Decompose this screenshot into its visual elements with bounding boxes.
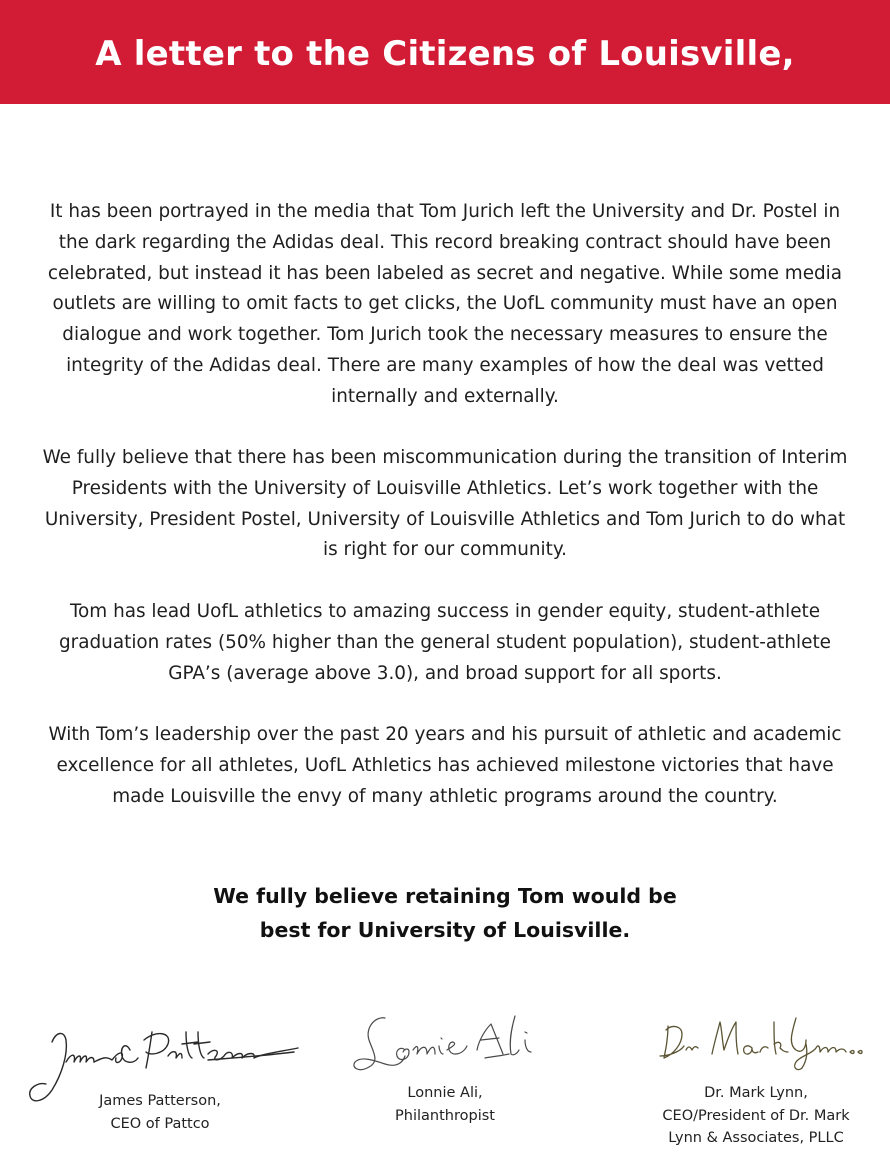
header-banner [0, 0, 890, 104]
signatory-title-continued: Lynn & Associates, PLLC [668, 1130, 844, 1146]
signatory-caption-3 [638, 1082, 874, 1150]
paragraph-athletics-success: Tom has lead UofL athletics to amazing success in gender equity, student-athlete graduation rates (50% higher than the general student population), student-athlete GPA’s (average above 3.0), and broad support for all sports. [59, 601, 831, 684]
paragraph-miscommunication: We fully believe that there has been miscommunication during the transition of Interim Presidents with the University of Louisville Athletics. Let’s work together with the University, President Postel, University of Louisville Athletics and Tom Jurich to do what is right for our community. [42, 447, 848, 561]
signature-lonnie-ali [345, 1006, 565, 1076]
signatory-name: James Patterson, [99, 1093, 221, 1109]
closing-statement [100, 879, 790, 947]
signatory-title: CEO of Pattco [110, 1115, 210, 1132]
signatory-title: CEO/President of Dr. Mark [662, 1107, 850, 1124]
closing-line-1: We fully believe retaining Tom would be [213, 884, 677, 908]
signatory-name: Lonnie Ali, [407, 1085, 483, 1101]
signatory-caption-1 [60, 1090, 260, 1135]
paragraph-leadership: With Tom’s leadership over the past 20 years and his pursuit of athletic and academic excellence for all athletes, UofL Athletics has achieved milestone victories that have made Louisville the envy of many athletic programs around the country. [48, 724, 842, 807]
letter-title: A letter to the Citizens of Louisville, [95, 34, 795, 74]
signatory-caption-2 [355, 1082, 535, 1127]
signatory-name: Dr. Mark Lynn, [704, 1085, 808, 1101]
closing-line-2: best for University of Louisville. [259, 918, 631, 942]
signatory-title: Philanthropist [395, 1107, 495, 1124]
signature-mark-lynn [656, 1004, 868, 1074]
paragraph-adidas-deal: It has been portrayed in the media that Tom Jurich left the University and Dr. Postel in the dark regarding the Adidas deal. This record breaking contract should have been celebrated, but instead it has been labeled as secret and negative. While some media outlets are willing to omit facts to get clicks, the UofL community must have an open dialogue and work together. Tom Jurich took the necessary measures to ensure the integrity of the Adidas deal. There are many examples of how the deal was vetted internally and externally. [47, 201, 843, 407]
